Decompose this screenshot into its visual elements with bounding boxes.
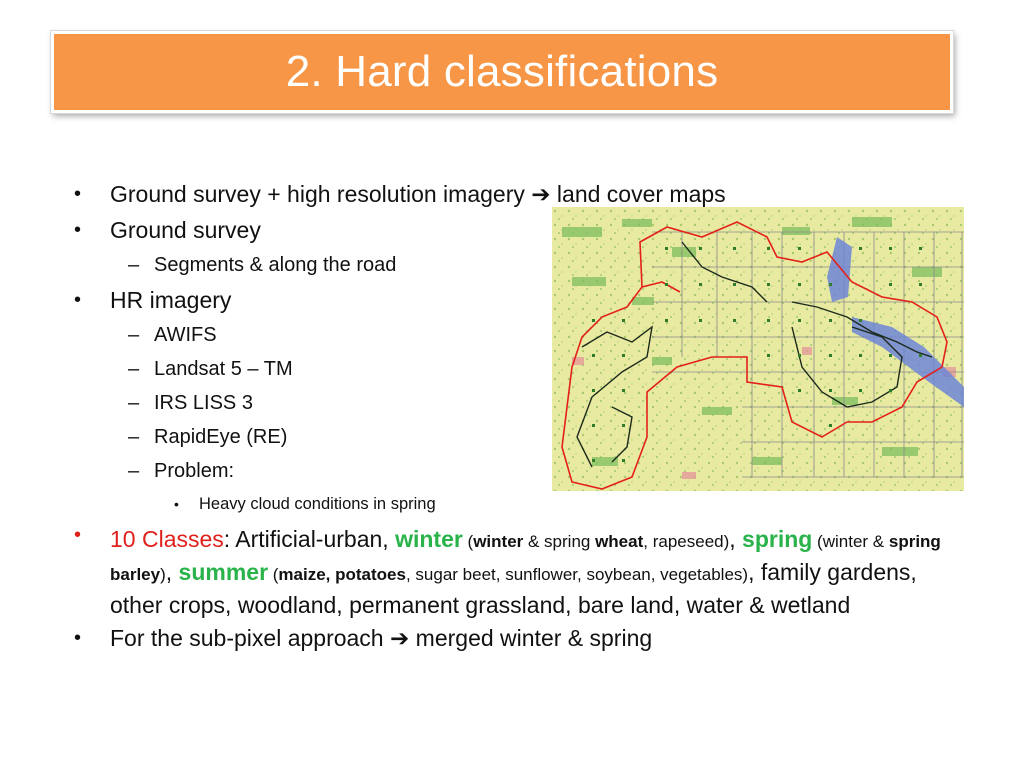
bullet-dash: – — [128, 254, 140, 276]
right-arrow-icon: ➔ — [390, 625, 410, 651]
bullet-dash: – — [128, 460, 140, 482]
bullet-dash: – — [128, 358, 140, 380]
bullet-dot: • — [74, 219, 82, 241]
classes-text: maize, potatoes — [278, 565, 406, 584]
classes-text: ( — [462, 532, 474, 551]
classes-text: spring barley — [110, 532, 941, 584]
bullet-text: Heavy cloud conditions in spring — [199, 495, 436, 513]
classes-text: : Artificial-urban, — [223, 526, 396, 552]
classes-text: ( — [268, 565, 279, 584]
bullet-dot: • — [74, 289, 82, 311]
title-banner — [51, 31, 953, 113]
land-cover-map-image — [552, 207, 964, 491]
classes-text: , rapeseed) — [643, 532, 730, 551]
sub-sub-bullet-cloud — [72, 488, 952, 520]
classes-text: wheat — [595, 532, 644, 551]
bullet-text: AWIFS — [154, 324, 217, 346]
spring-label: spring — [742, 526, 813, 552]
classes-text: , — [729, 526, 743, 552]
classes-label: 10 Classes — [110, 526, 224, 552]
bullet-sub-pixel — [72, 620, 952, 656]
classes-text: , — [165, 559, 179, 585]
classes-text: winter — [473, 532, 524, 551]
bullet-text: Problem: — [154, 460, 235, 482]
summer-label: summer — [178, 559, 269, 585]
bullet-ten-classes — [72, 520, 952, 620]
classes-text: ) — [160, 565, 166, 584]
right-arrow-icon: ➔ — [531, 181, 551, 207]
classes-text: (winter & — [812, 532, 889, 551]
bullet-dash: – — [128, 426, 140, 448]
bullet-text: Segments & along the road — [154, 254, 397, 276]
bullet-dot: • — [74, 524, 82, 546]
bullet-text: Landsat 5 – TM — [154, 358, 293, 380]
bullet-text-tail: merged winter & spring — [409, 625, 653, 651]
bullet-text: HR imagery — [110, 287, 232, 313]
bullet-dot: • — [74, 183, 82, 205]
bullet-text: IRS LISS 3 — [154, 392, 253, 414]
bullet-text: Ground survey — [110, 217, 261, 243]
classes-text: , family gardens, other crops, woodland, permanent grassland, bare land, water & wetland — [110, 559, 917, 618]
bullet-text-tail: land cover maps — [550, 181, 726, 207]
bullet-dash: – — [128, 324, 140, 346]
winter-label: winter — [395, 526, 463, 552]
classes-text: & spring — [523, 532, 596, 551]
bullet-text: For the sub-pixel approach — [110, 625, 390, 651]
land-cover-map — [552, 207, 964, 491]
bullet-text: RapidEye (RE) — [154, 426, 288, 448]
bullet-dash: – — [128, 392, 140, 414]
slide-title: 2. Hard classifications — [285, 47, 719, 96]
bullet-dot: • — [174, 496, 179, 512]
bullet-text: Ground survey + high resolution imagery — [110, 181, 532, 207]
bullet-dot: • — [74, 627, 82, 649]
classes-text: , sugar beet, sunflower, soybean, vegetables) — [405, 565, 749, 584]
